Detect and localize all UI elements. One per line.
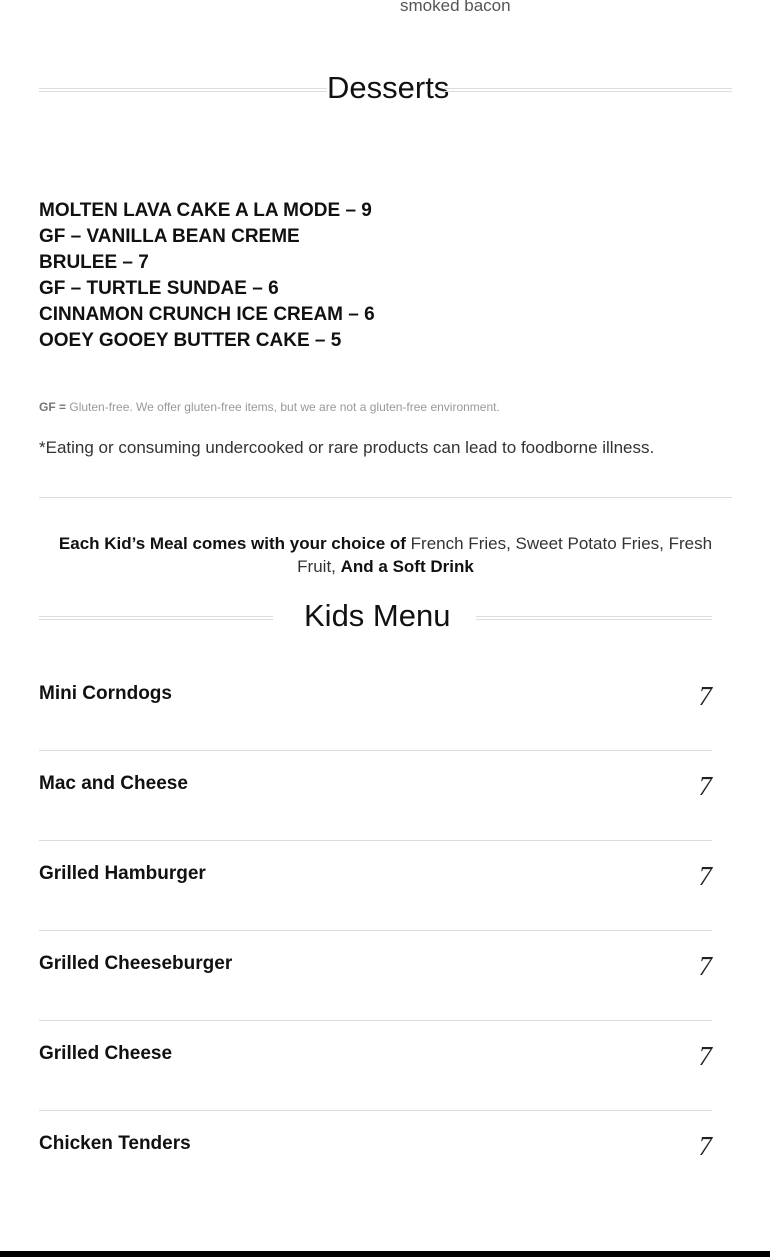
kids-item-price: 7 (698, 1041, 712, 1071)
kids-item-price: 7 (698, 681, 712, 711)
kids-item-name: Mini Corndogs (39, 683, 172, 704)
heading-rule-right (444, 88, 732, 92)
kids-intro-options: French Fries, Sweet Potato Fries, Fresh Fruit, (297, 534, 713, 576)
kids-menu-list (39, 661, 712, 1200)
kids-menu-item (39, 751, 712, 841)
kids-menu-item (39, 931, 712, 1021)
kids-item-name: Grilled Cheese (39, 1043, 173, 1064)
kids-menu-heading: Kids Menu (304, 598, 451, 633)
kids-menu-item (39, 1111, 712, 1200)
footer-bar (0, 1251, 770, 1257)
dessert-item: MOLTEN LAVA CAKE A LA MODE – 9 (39, 200, 372, 221)
gf-note-label: GF = (39, 400, 67, 414)
kids-meal-intro (39, 532, 732, 578)
kids-menu-item (39, 661, 712, 751)
heading-rule-right (476, 616, 712, 620)
foodborne-illness-warning: *Eating or consuming undercooked or rare products can lead to foodborne illness. (39, 438, 655, 457)
kids-menu-heading-row (39, 596, 712, 636)
dessert-item: CINNAMON CRUNCH ICE CREAM – 6 (39, 304, 375, 325)
desserts-heading: Desserts (327, 70, 450, 105)
kids-item-price: 7 (698, 951, 712, 981)
kids-item-price: 7 (698, 861, 712, 891)
kids-item-name: Grilled Cheeseburger (39, 953, 233, 974)
kids-item-name: Grilled Hamburger (39, 863, 206, 884)
kids-intro-lead: Each Kid’s Meal comes with your choice of (58, 534, 406, 553)
heading-rule-left (39, 616, 273, 620)
heading-rule-left (39, 88, 327, 92)
desserts-heading-row (39, 68, 732, 108)
previous-item-description: smoked bacon (400, 0, 511, 15)
kids-menu-item (39, 841, 712, 931)
kids-menu-item (39, 1021, 712, 1111)
section-divider (39, 497, 732, 498)
dessert-list (39, 198, 379, 354)
dessert-item: GF – VANILLA BEAN CREME BRULEE – 7 (39, 226, 300, 273)
kids-item-name: Mac and Cheese (39, 773, 188, 794)
kids-item-price: 7 (698, 1131, 712, 1161)
dessert-item: GF – TURTLE SUNDAE – 6 (39, 278, 279, 299)
gf-note-text: Gluten-free. We offer gluten-free items, but we are not a gluten-free environment. (69, 400, 500, 414)
kids-item-name: Chicken Tenders (39, 1133, 191, 1154)
dessert-item: OOEY GOOEY BUTTER CAKE – 5 (39, 330, 342, 351)
kids-item-price: 7 (698, 771, 712, 801)
gluten-free-note (39, 400, 500, 414)
kids-intro-tail: And a Soft Drink (340, 557, 474, 576)
